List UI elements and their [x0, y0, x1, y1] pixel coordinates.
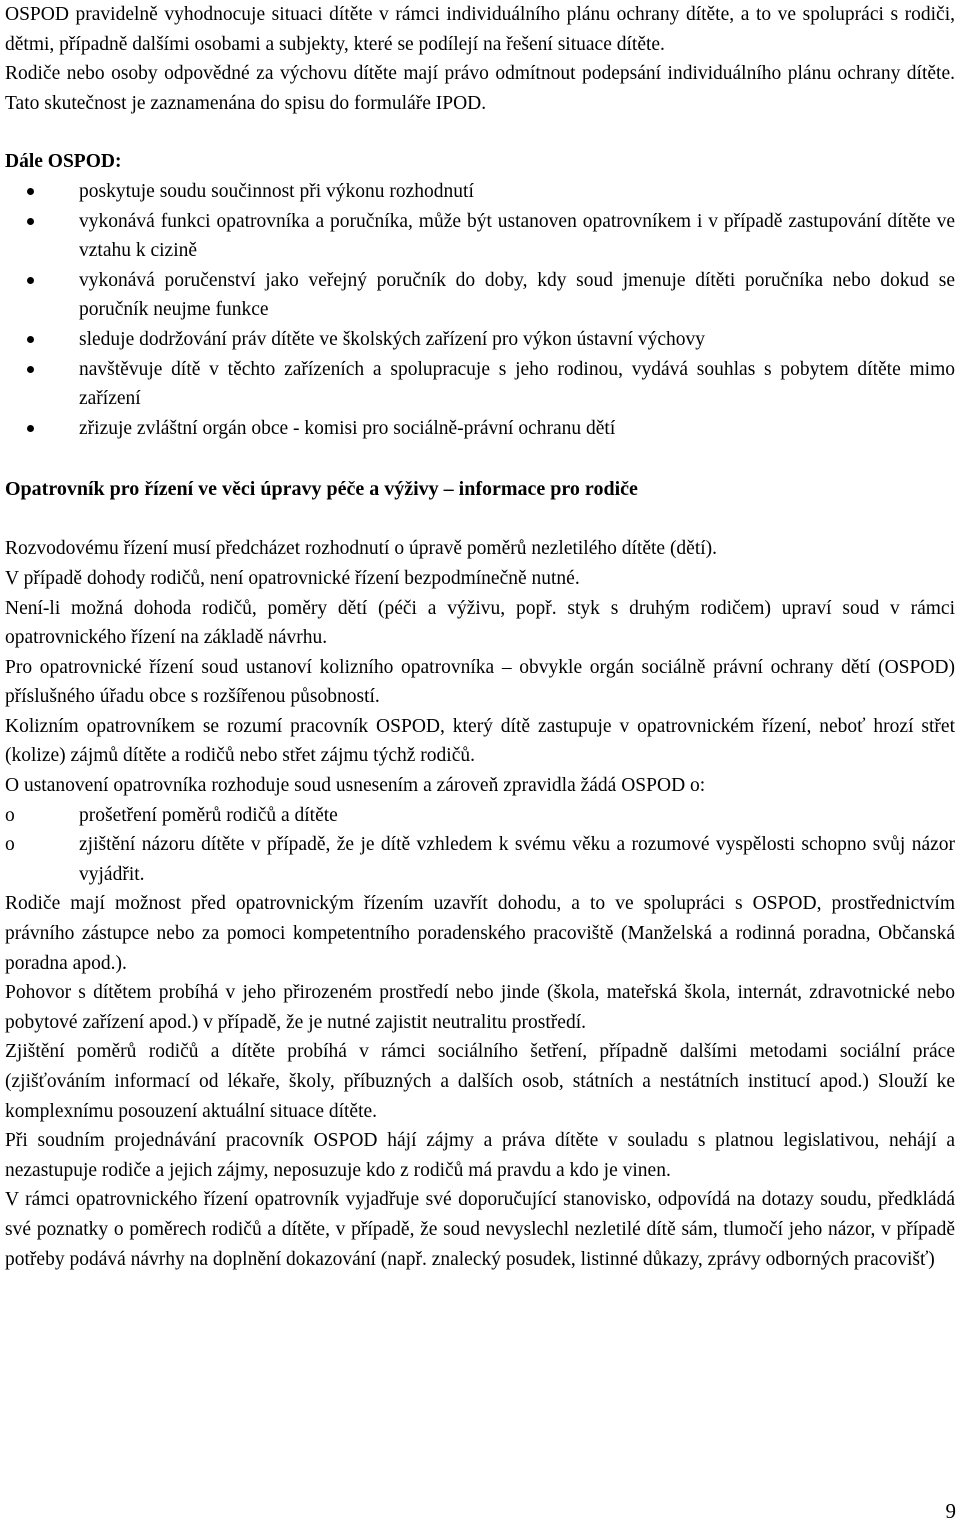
bullet-item: vykonává poručenství jako veřejný poručník do doby, kdy soud jmenuje dítěti poručníka nebo dokud se poručník neujme funkce	[5, 266, 955, 325]
section-paragraph: Pohovor s dítětem probíhá v jeho přirozeném prostředí nebo jinde (škola, mateřská škola, internát, zdravotnické nebo pobytové zařízení apod.) v případě, že je nutné zajistit neutralitu prostředí.	[5, 982, 955, 1033]
section-paragraph: Pro opatrovnické řízení soud ustanoví kolizního opatrovníka – obvykle orgán sociálně právní ochrany dětí (OSPOD) příslušného úřadu obce s rozšířenou působností.	[5, 656, 955, 708]
o-list-text: prošetření poměrů rodičů a dítěte	[79, 804, 338, 826]
o-list	[5, 801, 955, 890]
section-paragraph: Při soudním projednávání pracovník OSPOD hájí zájmy a práva dítěte v souladu s platnou legislativou, nehájí a nezastupuje rodiče a jejich zájmy, neposuzuje kdo z rodičů má pravdu a kdo je vinen.	[5, 1130, 955, 1181]
section-paragraph: Není-li možná dohoda rodičů, poměry dětí (péči a výživu, popř. styk s druhým rodičem) upraví soud v rámci opatrovnického řízení na základě návrhu.	[5, 597, 955, 649]
o-list-item	[5, 801, 955, 831]
section-paragraph: Zjištění poměrů rodičů a dítěte probíhá v rámci sociálního šetření, případně dalšími metodami sociální práce (zjišťováním informací od lékaře, školy, příbuzných a dalších osob, státních a nestátních institucí apod.) Slouží ke komplexnímu posouzení aktuální situace dítěte.	[5, 1041, 955, 1122]
bullet-item: navštěvuje dítě v těchto zařízeních a spolupracuje s jeho rodinou, vydává souhlas s pobytem dítěte mimo zařízení	[5, 355, 955, 414]
bullet-item: zřizuje zvláštní orgán obce - komisi pro sociálně-právní ochranu dětí	[5, 414, 955, 444]
section-paragraph: Kolizním opatrovníkem se rozumí pracovník OSPOD, který dítě zastupuje v opatrovnickém řízení, neboť hrozí střet (kolize) zájmů dítěte a rodičů nebo střet zájmu týchž rodičů.	[5, 715, 955, 767]
o-list-item	[5, 830, 955, 889]
section-paragraph: Rodiče mají možnost před opatrovnickým řízením uzavřít dohodu, a to ve spolupráci s OSPOD, prostřednictvím právního zástupce nebo za pomoci kompetentního poradenského pracoviště (Manželská a rodinná poradna, Občanská poradna apod.).	[5, 893, 955, 974]
section-paragraph: Rozvodovému řízení musí předcházet rozhodnutí o úpravě poměrů nezletilého dítěte (dětí).	[5, 538, 718, 560]
section-paragraph: O ustanovení opatrovníka rozhoduje soud usnesením a zároveň zpravidla žádá OSPOD o:	[5, 775, 706, 797]
document-page	[5, 0, 955, 1274]
o-list-marker: o	[5, 804, 15, 826]
page-number: 9	[945, 1499, 956, 1523]
bullet-item: vykonává funkci opatrovníka a poručníka, může být ustanoven opatrovníkem i v případě zastupování dítěte ve vztahu k cizině	[5, 207, 955, 266]
dale-bullet-list	[5, 177, 955, 443]
section-paragraph: V případě dohody rodičů, není opatrovnické řízení bezpodmínečně nutné.	[5, 567, 580, 589]
intro-paragraph-1: OSPOD pravidelně vyhodnocuje situaci dítěte v rámci individuálního plánu ochrany dítěte, a to ve spolupráci s rodiči, dětmi, případně dalšími osobami a subjekty, které se podílejí na řešení situace dítěte.	[5, 4, 955, 55]
intro-paragraph-2: Rodiče nebo osoby odpovědné za výchovu dítěte mají právo odmítnout podepsání individuálního plánu ochrany dítěte. Tato skutečnost je zaznamenána do spisu do formuláře IPOD.	[5, 63, 955, 114]
o-list-text: zjištění názoru dítěte v případě, že je dítě vzhledem k svému věku a rozumové vyspělosti schopno svůj názor vyjádřit.	[79, 834, 955, 885]
section-paragraph: V rámci opatrovnického řízení opatrovník vyjadřuje své doporučující stanovisko, odpovídá na dotazy soudu, předkládá své poznatky o poměrech rodičů a dítěte, v případě, že soud nevyslechl nezletilé dítě sám, tlumočí jeho názor, v případě potřeby podává návrhy na doplnění dokazování (např. znalecký posudek, listinné důkazy, zprávy odborných pracovišť)	[5, 1189, 955, 1270]
o-list-marker: o	[5, 834, 15, 856]
bullet-item: sleduje dodržování práv dítěte ve školských zařízení pro výkon ústavní výchovy	[5, 325, 955, 355]
section-title: Opatrovník pro řízení ve věci úpravy péče a výživy – informace pro rodiče	[5, 478, 638, 501]
dale-heading: Dále OSPOD:	[5, 151, 122, 173]
bullet-item: poskytuje soudu součinnost při výkonu rozhodnutí	[5, 177, 955, 207]
